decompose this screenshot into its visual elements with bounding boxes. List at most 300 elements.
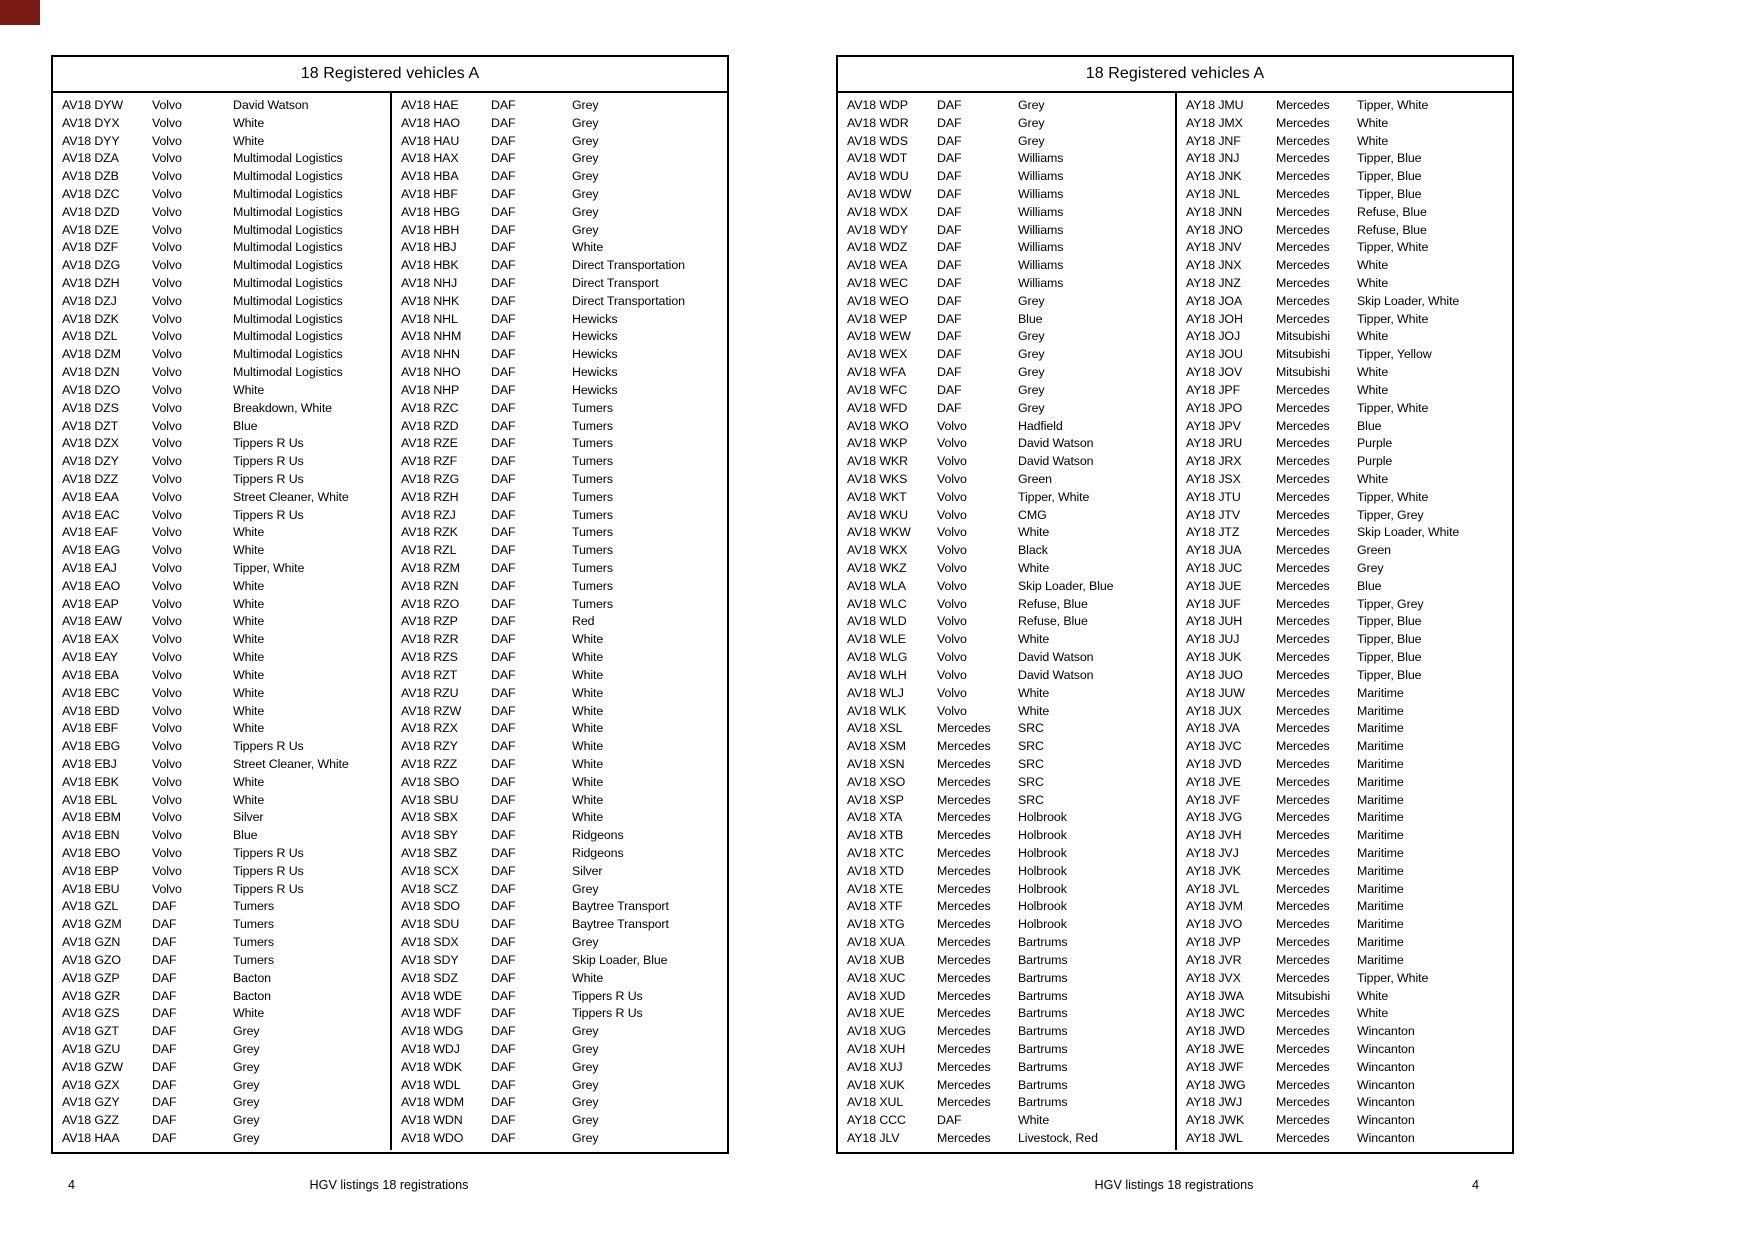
table-row — [1177, 1111, 1512, 1129]
make-cell: Volvo — [152, 329, 182, 344]
table-row — [1177, 541, 1512, 559]
make-cell: Mercedes — [937, 881, 991, 896]
desc-cell: White — [572, 721, 604, 736]
reg-cell: AV18 WLC — [847, 596, 907, 611]
desc-cell: White — [1018, 703, 1050, 718]
desc-cell: Tipper, Blue — [1357, 186, 1422, 201]
table-row — [392, 167, 727, 185]
table-row — [53, 1004, 390, 1022]
reg-cell: AV18 XSM — [847, 739, 906, 754]
table-row — [1177, 363, 1512, 381]
table-row — [838, 773, 1175, 791]
page-number-left: 4 — [68, 1178, 76, 1192]
reg-cell: AV18 WDS — [847, 133, 908, 148]
make-cell: Mercedes — [937, 721, 991, 736]
table-row — [1177, 328, 1512, 346]
reg-cell: AY18 JUH — [1186, 614, 1243, 629]
table-row — [838, 702, 1175, 720]
table-row — [392, 1094, 727, 1112]
reg-cell: AV18 RZX — [401, 721, 458, 736]
reg-cell: AY18 JOU — [1186, 347, 1243, 362]
reg-cell: AV18 RZM — [401, 561, 460, 576]
desc-cell: Purple — [1357, 436, 1393, 451]
desc-cell: Maritime — [1357, 685, 1404, 700]
table-row — [838, 1076, 1175, 1094]
table-row — [838, 470, 1175, 488]
table-row — [1177, 844, 1512, 862]
reg-cell: AV18 DZL — [62, 329, 118, 344]
make-cell: DAF — [937, 293, 962, 308]
table-row — [838, 185, 1175, 203]
make-cell: Mercedes — [1276, 543, 1330, 558]
reg-cell: AV18 EBD — [62, 703, 120, 718]
reg-cell: AV18 WDZ — [847, 240, 908, 255]
table-row — [53, 630, 390, 648]
table-row — [1177, 310, 1512, 328]
make-cell: DAF — [937, 186, 962, 201]
make-cell: DAF — [937, 169, 962, 184]
make-cell: Mercedes — [937, 935, 991, 950]
make-cell: Volvo — [152, 365, 182, 380]
desc-cell: Williams — [1018, 240, 1064, 255]
make-cell: DAF — [937, 1113, 962, 1128]
desc-cell: Direct Transport — [572, 276, 659, 291]
reg-cell: AY18 JVH — [1186, 828, 1242, 843]
make-cell: DAF — [491, 311, 516, 326]
table-row — [838, 1022, 1175, 1040]
desc-cell: Grey — [572, 1113, 599, 1128]
reg-cell: AV18 RZG — [401, 471, 460, 486]
desc-cell: SRC — [1018, 739, 1044, 754]
desc-cell: Grey — [233, 1095, 260, 1110]
reg-cell: AY18 JVL — [1186, 881, 1240, 896]
reg-cell: AV18 WDK — [401, 1059, 462, 1074]
reg-cell: AV18 WFD — [847, 400, 908, 415]
desc-cell: Tippers R Us — [233, 739, 304, 754]
table-row — [392, 274, 727, 292]
reg-cell: AV18 DZH — [62, 276, 120, 291]
table-row — [838, 880, 1175, 898]
make-cell: DAF — [491, 828, 516, 843]
reg-cell: AY18 JNJ — [1186, 151, 1240, 166]
reg-cell: AV18 DZM — [62, 347, 121, 362]
reg-cell: AV18 EAG — [62, 543, 121, 558]
desc-cell: Direct Transportation — [572, 258, 685, 273]
reg-cell: AV18 XUE — [847, 1006, 905, 1021]
make-cell: DAF — [937, 222, 962, 237]
reg-cell: AV18 DZS — [62, 400, 119, 415]
make-cell: DAF — [491, 1131, 516, 1146]
reg-cell: AY18 JVC — [1186, 739, 1242, 754]
make-cell: Mercedes — [1276, 774, 1330, 789]
reg-cell: AV18 XTF — [847, 899, 903, 914]
reg-cell: AY18 JOH — [1186, 311, 1243, 326]
reg-cell: AY18 JRX — [1186, 454, 1242, 469]
table-row — [1177, 951, 1512, 969]
desc-cell: Blue — [1018, 311, 1043, 326]
reg-cell: AV18 HAE — [401, 97, 459, 112]
table-row — [838, 363, 1175, 381]
desc-cell: Bartrums — [1018, 1024, 1068, 1039]
make-cell: Mercedes — [1276, 186, 1330, 201]
table-row — [53, 809, 390, 827]
reg-cell: AV18 WDY — [847, 222, 908, 237]
make-cell: Mercedes — [1276, 418, 1330, 433]
reg-cell: AV18 RZP — [401, 614, 458, 629]
reg-cell: AV18 SBY — [401, 828, 458, 843]
desc-cell: SRC — [1018, 774, 1044, 789]
page-title: 18 Registered vehicles A — [838, 57, 1512, 93]
reg-cell: AY18 JWK — [1186, 1113, 1245, 1128]
desc-cell: Multimodal Logistics — [233, 365, 343, 380]
desc-cell: Holbrook — [1018, 846, 1067, 861]
make-cell: Mercedes — [1276, 970, 1330, 985]
reg-cell: AY18 JWE — [1186, 1041, 1245, 1056]
desc-cell: Multimodal Logistics — [233, 222, 343, 237]
desc-cell: Grey — [572, 935, 599, 950]
make-cell: Volvo — [152, 240, 182, 255]
reg-cell: AV18 WDW — [847, 186, 912, 201]
reg-cell: AY18 JUK — [1186, 650, 1242, 665]
table-row — [392, 434, 727, 452]
desc-cell: Tippers R Us — [233, 881, 304, 896]
make-cell: DAF — [491, 1059, 516, 1074]
desc-cell: White — [233, 525, 265, 540]
table-row — [392, 363, 727, 381]
footer-label-right: HGV listings 18 registrations — [1094, 1178, 1254, 1192]
make-cell: Mercedes — [1276, 614, 1330, 629]
desc-cell: Holbrook — [1018, 810, 1067, 825]
make-cell: Mercedes — [1276, 667, 1330, 682]
desc-cell: Purple — [1357, 454, 1393, 469]
table-row — [838, 630, 1175, 648]
table-row — [838, 132, 1175, 150]
table-row — [392, 559, 727, 577]
desc-cell: Multimodal Logistics — [233, 329, 343, 344]
make-cell: Volvo — [152, 756, 182, 771]
desc-cell: Hewicks — [572, 311, 618, 326]
desc-cell: White — [1357, 133, 1389, 148]
desc-cell: Refuse, Blue — [1357, 204, 1427, 219]
make-cell: DAF — [937, 204, 962, 219]
reg-cell: AY18 JVM — [1186, 899, 1243, 914]
make-cell: Volvo — [152, 774, 182, 789]
desc-cell: Tipper, Blue — [1357, 632, 1422, 647]
table-row — [392, 898, 727, 916]
make-cell: Volvo — [152, 685, 182, 700]
desc-cell: White — [233, 685, 265, 700]
make-cell: Volvo — [152, 650, 182, 665]
table-row — [53, 773, 390, 791]
table-row — [838, 613, 1175, 631]
reg-cell: AV18 XTB — [847, 828, 904, 843]
table-row — [838, 399, 1175, 417]
desc-cell: SRC — [1018, 792, 1044, 807]
desc-cell: Multimodal Logistics — [233, 151, 343, 166]
make-cell: Volvo — [937, 471, 967, 486]
reg-cell: AV18 RZU — [401, 685, 459, 700]
desc-cell: Tumers — [572, 418, 613, 433]
make-cell: DAF — [491, 151, 516, 166]
desc-cell: Direct Transportation — [572, 293, 685, 308]
desc-cell: Grey — [233, 1113, 260, 1128]
table-row — [1177, 488, 1512, 506]
table-row — [838, 96, 1175, 114]
desc-cell: Maritime — [1357, 863, 1404, 878]
desc-cell: Grey — [1018, 400, 1045, 415]
make-cell: Volvo — [937, 703, 967, 718]
table-row — [1177, 987, 1512, 1005]
footer-label-left: HGV listings 18 registrations — [309, 1178, 469, 1192]
table-row — [392, 826, 727, 844]
make-cell: Mercedes — [1276, 258, 1330, 273]
make-cell: DAF — [491, 222, 516, 237]
make-cell: Mercedes — [1276, 1113, 1330, 1128]
make-cell: Volvo — [152, 382, 182, 397]
table-row — [392, 399, 727, 417]
reg-cell: AV18 XUC — [847, 970, 906, 985]
make-cell: DAF — [491, 1113, 516, 1128]
make-cell: DAF — [491, 810, 516, 825]
desc-cell: Grey — [1357, 561, 1384, 576]
table-row — [1177, 1040, 1512, 1058]
page-number-right: 4 — [1472, 1178, 1480, 1192]
desc-cell: Grey — [572, 115, 599, 130]
make-cell: DAF — [937, 365, 962, 380]
table-row — [53, 541, 390, 559]
reg-cell: AV18 HBH — [401, 222, 460, 237]
reg-cell: AV18 WEC — [847, 276, 908, 291]
make-cell: Volvo — [152, 881, 182, 896]
desc-cell: Holbrook — [1018, 863, 1067, 878]
make-cell: Mercedes — [1276, 276, 1330, 291]
desc-cell: Tipper, White — [1018, 489, 1090, 504]
make-cell: DAF — [491, 863, 516, 878]
desc-cell: Blue — [233, 828, 258, 843]
desc-cell: Grey — [233, 1131, 260, 1146]
reg-cell: AY18 JUW — [1186, 685, 1245, 700]
table-row — [1177, 96, 1512, 114]
desc-cell: Silver — [572, 863, 603, 878]
make-cell: Volvo — [152, 169, 182, 184]
make-cell: DAF — [491, 614, 516, 629]
reg-cell: AV18 RZT — [401, 667, 458, 682]
make-cell: Mercedes — [1276, 151, 1330, 166]
table-row — [392, 666, 727, 684]
make-cell: DAF — [491, 792, 516, 807]
table-row — [838, 149, 1175, 167]
desc-cell: White — [233, 133, 265, 148]
table-row — [838, 737, 1175, 755]
table-row — [392, 880, 727, 898]
desc-cell: Livestock, Red — [1018, 1131, 1098, 1146]
reg-cell: AV18 EAA — [62, 489, 119, 504]
desc-cell: Williams — [1018, 151, 1064, 166]
desc-cell: Tipper, Blue — [1357, 667, 1422, 682]
make-cell: Mitsubishi — [1276, 988, 1331, 1003]
table-row — [838, 1058, 1175, 1076]
reg-cell: AV18 GZW — [62, 1059, 123, 1074]
reg-cell: AV18 WEA — [847, 258, 908, 273]
reg-cell: AV18 EBO — [62, 846, 121, 861]
reg-cell: AV18 GZZ — [62, 1113, 119, 1128]
table-row — [53, 1094, 390, 1112]
reg-cell: AV18 WDN — [401, 1113, 463, 1128]
table-row — [392, 969, 727, 987]
table-row — [1177, 1058, 1512, 1076]
table-row — [838, 310, 1175, 328]
reg-cell: AV18 WEO — [847, 293, 909, 308]
table-row — [1177, 239, 1512, 257]
table-row — [1177, 1094, 1512, 1112]
reg-cell: AV18 DZG — [62, 258, 121, 273]
table-row — [53, 434, 390, 452]
reg-cell: AY18 JPO — [1186, 400, 1243, 415]
desc-cell: Grey — [1018, 115, 1045, 130]
make-cell: Volvo — [152, 667, 182, 682]
make-cell: Mercedes — [1276, 240, 1330, 255]
make-cell: Volvo — [152, 293, 182, 308]
desc-cell: White — [1357, 382, 1389, 397]
reg-cell: AV18 WLJ — [847, 685, 904, 700]
desc-cell: Blue — [1357, 578, 1382, 593]
table-row — [1177, 399, 1512, 417]
desc-cell: Grey — [572, 133, 599, 148]
desc-cell: Hewicks — [572, 382, 618, 397]
reg-cell: AV18 RZH — [401, 489, 459, 504]
table-row — [392, 844, 727, 862]
make-cell: DAF — [937, 382, 962, 397]
table-row — [53, 755, 390, 773]
reg-cell: AV18 XUL — [847, 1095, 904, 1110]
table-row — [53, 880, 390, 898]
make-cell: Volvo — [152, 525, 182, 540]
reg-cell: AY18 JOA — [1186, 293, 1243, 308]
table-row — [53, 915, 390, 933]
table-row — [53, 987, 390, 1005]
reg-cell: AV18 XTA — [847, 810, 903, 825]
desc-cell: Tipper, Blue — [1357, 614, 1422, 629]
desc-cell: Tipper, White — [1357, 240, 1429, 255]
reg-cell: AV18 DYX — [62, 115, 120, 130]
desc-cell: Tipper, Blue — [1357, 650, 1422, 665]
table-row — [1177, 898, 1512, 916]
reg-cell: AV18 HAU — [401, 133, 460, 148]
reg-cell: AV18 WLK — [847, 703, 906, 718]
desc-cell: Hadfield — [1018, 418, 1063, 433]
make-cell: DAF — [491, 739, 516, 754]
reg-cell: AV18 SBX — [401, 810, 458, 825]
table-row — [53, 951, 390, 969]
reg-cell: AV18 GZO — [62, 952, 121, 967]
table-row — [838, 506, 1175, 524]
table-row — [838, 1094, 1175, 1112]
reg-cell: AY18 JNX — [1186, 258, 1242, 273]
reg-cell: AV18 SBO — [401, 774, 460, 789]
table-row — [53, 1040, 390, 1058]
table-row — [392, 149, 727, 167]
reg-cell: AY18 JTZ — [1186, 525, 1240, 540]
reg-cell: AV18 XUJ — [847, 1059, 903, 1074]
desc-cell: Bartrums — [1018, 1077, 1068, 1092]
desc-cell: Maritime — [1357, 739, 1404, 754]
reg-cell: AV18 EBK — [62, 774, 119, 789]
table-row — [53, 185, 390, 203]
make-cell: Volvo — [152, 578, 182, 593]
make-cell: Mitsubishi — [1276, 347, 1331, 362]
make-cell: Mercedes — [937, 1131, 991, 1146]
make-cell: DAF — [491, 970, 516, 985]
table-row — [1177, 256, 1512, 274]
reg-cell: AY18 JNL — [1186, 186, 1241, 201]
table-row — [53, 363, 390, 381]
make-cell: Volvo — [937, 578, 967, 593]
reg-cell: AY18 JVE — [1186, 774, 1241, 789]
table-row — [1177, 203, 1512, 221]
desc-cell: Williams — [1018, 276, 1064, 291]
table-row — [53, 1111, 390, 1129]
reg-cell: AV18 DYW — [62, 97, 123, 112]
reg-cell: AV18 SBU — [401, 792, 459, 807]
reg-cell: AV18 XTE — [847, 881, 904, 896]
table-row — [392, 221, 727, 239]
desc-cell: White — [233, 667, 265, 682]
table-row — [1177, 132, 1512, 150]
desc-cell: Skip Loader, Blue — [572, 952, 668, 967]
page-left — [51, 55, 729, 1154]
table-row — [838, 1111, 1175, 1129]
table-row — [1177, 345, 1512, 363]
reg-cell: AV18 XSP — [847, 792, 904, 807]
table-row — [53, 666, 390, 684]
table-row — [392, 613, 727, 631]
make-cell: Mercedes — [937, 846, 991, 861]
desc-cell: Holbrook — [1018, 828, 1067, 843]
desc-cell: Wincanton — [1357, 1131, 1415, 1146]
desc-cell: Grey — [1018, 293, 1045, 308]
reg-cell: AV18 WDO — [401, 1131, 464, 1146]
desc-cell: White — [233, 1006, 265, 1021]
desc-cell: Baytree Transport — [572, 899, 669, 914]
table-row — [1177, 684, 1512, 702]
table-row — [53, 933, 390, 951]
desc-cell: Grey — [233, 1024, 260, 1039]
make-cell: DAF — [491, 952, 516, 967]
table-row — [838, 328, 1175, 346]
table-row — [53, 292, 390, 310]
desc-cell: Red — [572, 614, 595, 629]
table-row — [392, 470, 727, 488]
desc-cell: Multimodal Logistics — [233, 293, 343, 308]
table-row — [392, 239, 727, 257]
make-cell: DAF — [491, 543, 516, 558]
desc-cell: White — [233, 578, 265, 593]
desc-cell: Tumers — [572, 489, 613, 504]
desc-cell: Maritime — [1357, 828, 1404, 843]
make-cell: Mercedes — [1276, 810, 1330, 825]
reg-cell: AV18 WDG — [401, 1024, 464, 1039]
table-row — [53, 702, 390, 720]
reg-cell: AY18 JOJ — [1186, 329, 1241, 344]
desc-cell: Maritime — [1357, 899, 1404, 914]
reg-cell: AV18 EBN — [62, 828, 120, 843]
table-row — [1177, 434, 1512, 452]
vehicle-column — [53, 93, 390, 1150]
reg-cell: AY18 JWF — [1186, 1059, 1244, 1074]
table-row — [1177, 773, 1512, 791]
desc-cell: Grey — [572, 1131, 599, 1146]
table-row — [53, 310, 390, 328]
